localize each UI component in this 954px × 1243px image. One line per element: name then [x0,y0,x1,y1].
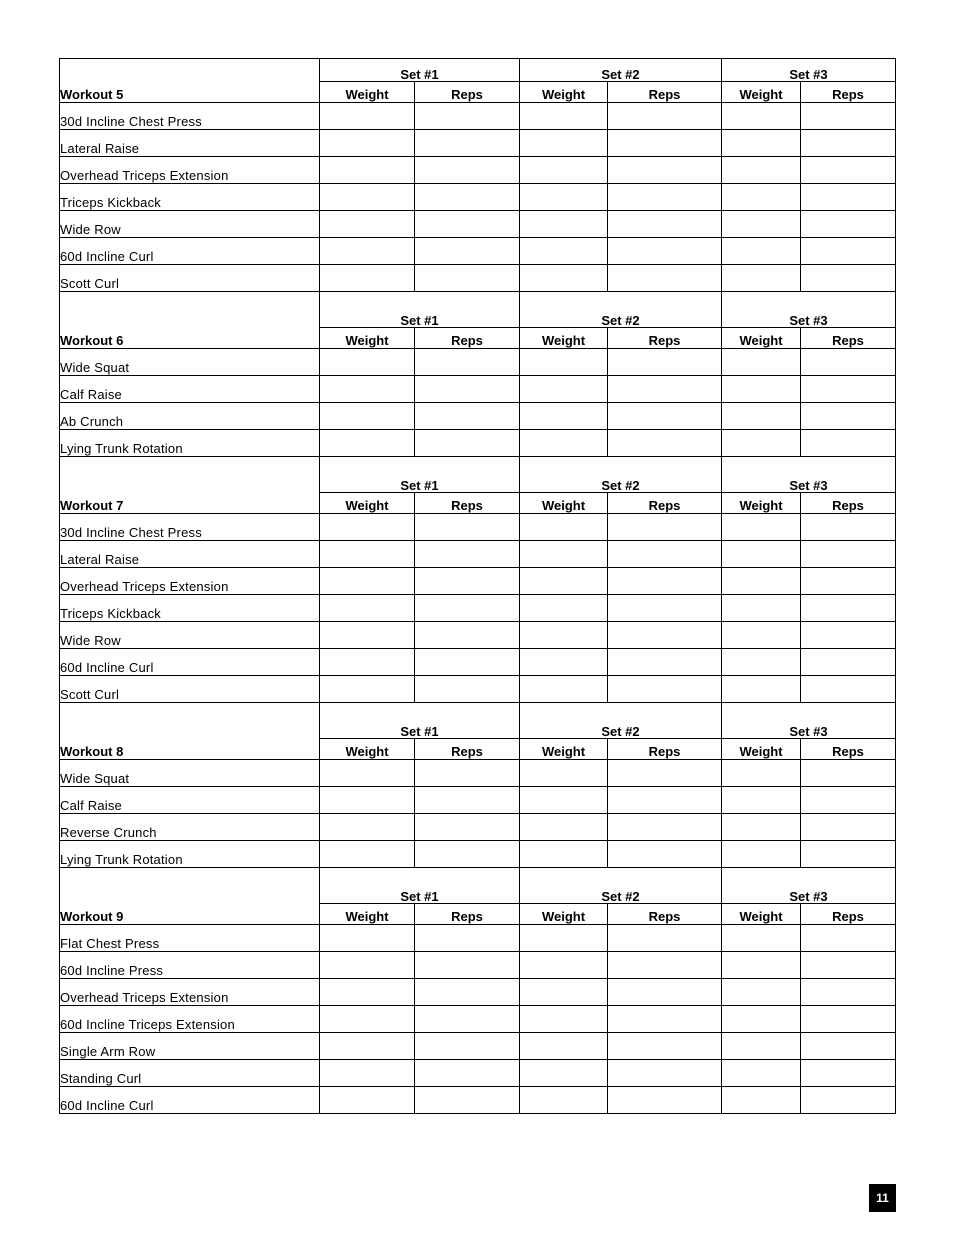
weight-entry-cell[interactable] [722,265,801,292]
reps-entry-cell[interactable] [415,1087,520,1114]
reps-entry-cell[interactable] [415,403,520,430]
exercise-name: Calf Raise [60,787,320,814]
reps-entry-cell[interactable] [415,568,520,595]
weight-column-header: Weight [320,493,415,514]
reps-entry-cell[interactable] [801,376,896,403]
reps-entry-cell[interactable] [608,211,722,238]
weight-column-header: Weight [320,904,415,925]
workout-log-sheet [59,58,895,1114]
exercise-row [60,814,896,841]
exercise-name: Overhead Triceps Extension [60,979,320,1006]
weight-entry-cell[interactable] [520,403,608,430]
reps-column-header: Reps [415,739,520,760]
weight-entry-cell[interactable] [320,211,415,238]
weight-entry-cell[interactable] [320,1060,415,1087]
workout-table [59,291,896,457]
reps-entry-cell[interactable] [608,595,722,622]
reps-entry-cell[interactable] [608,952,722,979]
exercise-name: Triceps Kickback [60,184,320,211]
weight-entry-cell[interactable] [722,814,801,841]
weight-column-header: Weight [320,82,415,103]
weight-entry-cell[interactable] [320,1087,415,1114]
weight-entry-cell[interactable] [722,514,801,541]
set-header: Set #3 [722,457,896,493]
exercise-name: Scott Curl [60,676,320,703]
weight-entry-cell[interactable] [320,814,415,841]
weight-entry-cell[interactable] [520,760,608,787]
reps-column-header: Reps [608,82,722,103]
reps-entry-cell[interactable] [415,1060,520,1087]
weight-entry-cell[interactable] [320,595,415,622]
exercise-row [60,1006,896,1033]
weight-entry-cell[interactable] [520,1087,608,1114]
exercise-name: Overhead Triceps Extension [60,568,320,595]
reps-entry-cell[interactable] [415,814,520,841]
reps-column-header: Reps [415,493,520,514]
reps-entry-cell[interactable] [801,130,896,157]
set-header: Set #1 [320,457,520,493]
reps-entry-cell[interactable] [801,814,896,841]
exercise-name: Calf Raise [60,376,320,403]
reps-entry-cell[interactable] [608,238,722,265]
exercise-name: Lateral Raise [60,541,320,568]
workout-table [59,867,896,1114]
exercise-name: 60d Incline Triceps Extension [60,1006,320,1033]
exercise-row [60,211,896,238]
reps-entry-cell[interactable] [415,787,520,814]
exercise-row [60,925,896,952]
exercise-row [60,184,896,211]
reps-entry-cell[interactable] [608,376,722,403]
reps-entry-cell[interactable] [801,514,896,541]
weight-entry-cell[interactable] [722,952,801,979]
exercise-name: Scott Curl [60,265,320,292]
reps-entry-cell[interactable] [415,184,520,211]
reps-entry-cell[interactable] [801,676,896,703]
weight-entry-cell[interactable] [320,184,415,211]
reps-entry-cell[interactable] [801,211,896,238]
reps-entry-cell[interactable] [801,979,896,1006]
reps-entry-cell[interactable] [801,541,896,568]
weight-entry-cell[interactable] [320,925,415,952]
exercise-name: 60d Incline Curl [60,238,320,265]
reps-entry-cell[interactable] [801,1033,896,1060]
reps-entry-cell[interactable] [608,1006,722,1033]
reps-entry-cell[interactable] [801,157,896,184]
reps-entry-cell[interactable] [801,622,896,649]
weight-entry-cell[interactable] [320,979,415,1006]
reps-entry-cell[interactable] [608,676,722,703]
reps-entry-cell[interactable] [608,184,722,211]
weight-entry-cell[interactable] [722,238,801,265]
exercise-name: Ab Crunch [60,403,320,430]
weight-column-header: Weight [722,328,801,349]
weight-entry-cell[interactable] [520,1006,608,1033]
reps-column-header: Reps [801,328,896,349]
set-header: Set #2 [520,868,722,904]
reps-entry-cell[interactable] [801,103,896,130]
weight-entry-cell[interactable] [722,1033,801,1060]
weight-column-header: Weight [320,328,415,349]
reps-entry-cell[interactable] [801,238,896,265]
reps-entry-cell[interactable] [415,925,520,952]
weight-entry-cell[interactable] [722,130,801,157]
weight-entry-cell[interactable] [320,541,415,568]
exercise-row [60,760,896,787]
reps-entry-cell[interactable] [801,952,896,979]
exercise-row [60,103,896,130]
weight-entry-cell[interactable] [520,157,608,184]
reps-column-header: Reps [415,82,520,103]
weight-entry-cell[interactable] [722,622,801,649]
workout-table [59,456,896,703]
weight-entry-cell[interactable] [520,595,608,622]
weight-entry-cell[interactable] [320,403,415,430]
weight-entry-cell[interactable] [520,649,608,676]
set-header: Set #2 [520,703,722,739]
set-header: Set #1 [320,59,520,82]
reps-column-header: Reps [801,82,896,103]
reps-entry-cell[interactable] [415,595,520,622]
exercise-name: 60d Incline Press [60,952,320,979]
reps-entry-cell[interactable] [801,595,896,622]
weight-entry-cell[interactable] [320,157,415,184]
weight-entry-cell[interactable] [320,103,415,130]
workout-table [59,58,896,292]
workout-title: Workout 8 [60,703,320,760]
weight-entry-cell[interactable] [520,1033,608,1060]
weight-entry-cell[interactable] [520,238,608,265]
exercise-name: 30d Incline Chest Press [60,514,320,541]
workout-title: Workout 5 [60,59,320,103]
reps-entry-cell[interactable] [415,349,520,376]
workout-table [59,702,896,868]
weight-entry-cell[interactable] [722,1060,801,1087]
workout-title: Workout 6 [60,292,320,349]
exercise-row [60,595,896,622]
weight-entry-cell[interactable] [520,130,608,157]
set-header: Set #2 [520,292,722,328]
weight-entry-cell[interactable] [520,676,608,703]
reps-entry-cell[interactable] [415,1006,520,1033]
exercise-name: Lying Trunk Rotation [60,841,320,868]
exercise-name: 60d Incline Curl [60,1087,320,1114]
weight-entry-cell[interactable] [520,787,608,814]
exercise-name: Flat Chest Press [60,925,320,952]
weight-entry-cell[interactable] [722,1087,801,1114]
reps-entry-cell[interactable] [608,430,722,457]
reps-entry-cell[interactable] [608,541,722,568]
reps-entry-cell[interactable] [608,1060,722,1087]
reps-entry-cell[interactable] [608,814,722,841]
set-header: Set #3 [722,59,896,82]
weight-entry-cell[interactable] [722,403,801,430]
weight-column-header: Weight [722,739,801,760]
reps-entry-cell[interactable] [415,622,520,649]
exercise-name: Lying Trunk Rotation [60,430,320,457]
set-header: Set #1 [320,868,520,904]
reps-column-header: Reps [415,904,520,925]
reps-entry-cell[interactable] [415,130,520,157]
weight-entry-cell[interactable] [520,841,608,868]
weight-entry-cell[interactable] [320,430,415,457]
reps-entry-cell[interactable] [608,265,722,292]
weight-entry-cell[interactable] [520,925,608,952]
reps-entry-cell[interactable] [608,514,722,541]
reps-entry-cell[interactable] [415,676,520,703]
weight-entry-cell[interactable] [722,760,801,787]
weight-entry-cell[interactable] [320,760,415,787]
weight-entry-cell[interactable] [320,376,415,403]
reps-entry-cell[interactable] [608,349,722,376]
weight-entry-cell[interactable] [520,979,608,1006]
reps-entry-cell[interactable] [608,841,722,868]
weight-column-header: Weight [722,904,801,925]
reps-entry-cell[interactable] [608,1033,722,1060]
exercise-row [60,349,896,376]
weight-entry-cell[interactable] [320,238,415,265]
reps-entry-cell[interactable] [415,979,520,1006]
reps-entry-cell[interactable] [608,979,722,1006]
reps-entry-cell[interactable] [608,787,722,814]
exercise-row [60,157,896,184]
exercise-row [60,649,896,676]
exercise-name: Reverse Crunch [60,814,320,841]
reps-column-header: Reps [801,493,896,514]
weight-entry-cell[interactable] [722,211,801,238]
weight-entry-cell[interactable] [520,814,608,841]
reps-column-header: Reps [608,904,722,925]
reps-entry-cell[interactable] [801,841,896,868]
exercise-name: Wide Squat [60,349,320,376]
weight-entry-cell[interactable] [520,622,608,649]
weight-entry-cell[interactable] [320,349,415,376]
reps-entry-cell[interactable] [608,1087,722,1114]
exercise-row [60,1060,896,1087]
workout-title: Workout 7 [60,457,320,514]
exercise-row [60,841,896,868]
exercise-row [60,541,896,568]
set-header: Set #2 [520,457,722,493]
reps-entry-cell[interactable] [608,403,722,430]
weight-column-header: Weight [520,904,608,925]
weight-entry-cell[interactable] [320,649,415,676]
exercise-row [60,787,896,814]
exercise-row [60,265,896,292]
weight-entry-cell[interactable] [320,787,415,814]
weight-entry-cell[interactable] [520,265,608,292]
reps-column-header: Reps [801,739,896,760]
weight-entry-cell[interactable] [320,514,415,541]
reps-entry-cell[interactable] [608,103,722,130]
reps-entry-cell[interactable] [801,925,896,952]
weight-entry-cell[interactable] [722,649,801,676]
weight-entry-cell[interactable] [722,925,801,952]
exercise-row [60,238,896,265]
set-header: Set #3 [722,292,896,328]
exercise-row [60,376,896,403]
reps-entry-cell[interactable] [801,1006,896,1033]
weight-column-header: Weight [722,493,801,514]
weight-entry-cell[interactable] [520,211,608,238]
exercise-row [60,568,896,595]
exercise-name: Single Arm Row [60,1033,320,1060]
reps-entry-cell[interactable] [415,1033,520,1060]
page-number: 11 [869,1184,896,1212]
weight-column-header: Weight [320,739,415,760]
exercise-row [60,676,896,703]
set-header: Set #1 [320,703,520,739]
reps-entry-cell[interactable] [801,787,896,814]
weight-column-header: Weight [520,82,608,103]
reps-entry-cell[interactable] [608,157,722,184]
weight-entry-cell[interactable] [722,841,801,868]
reps-column-header: Reps [608,328,722,349]
exercise-row [60,1087,896,1114]
weight-column-header: Weight [520,493,608,514]
weight-entry-cell[interactable] [722,349,801,376]
weight-entry-cell[interactable] [320,265,415,292]
reps-entry-cell[interactable] [415,211,520,238]
reps-entry-cell[interactable] [415,952,520,979]
weight-entry-cell[interactable] [520,952,608,979]
reps-entry-cell[interactable] [801,1087,896,1114]
weight-entry-cell[interactable] [320,1033,415,1060]
exercise-row [60,622,896,649]
reps-entry-cell[interactable] [415,265,520,292]
weight-entry-cell[interactable] [722,1006,801,1033]
weight-entry-cell[interactable] [320,841,415,868]
weight-entry-cell[interactable] [320,1006,415,1033]
reps-entry-cell[interactable] [608,622,722,649]
exercise-name: Lateral Raise [60,130,320,157]
reps-entry-cell[interactable] [415,376,520,403]
reps-entry-cell[interactable] [415,430,520,457]
exercise-name: Wide Row [60,622,320,649]
reps-entry-cell[interactable] [415,103,520,130]
weight-entry-cell[interactable] [520,349,608,376]
weight-entry-cell[interactable] [320,130,415,157]
weight-entry-cell[interactable] [320,676,415,703]
reps-entry-cell[interactable] [608,649,722,676]
weight-entry-cell[interactable] [520,514,608,541]
set-header: Set #3 [722,868,896,904]
weight-entry-cell[interactable] [520,541,608,568]
reps-entry-cell[interactable] [415,514,520,541]
weight-entry-cell[interactable] [722,676,801,703]
exercise-name: Wide Squat [60,760,320,787]
exercise-row [60,979,896,1006]
exercise-row [60,130,896,157]
weight-entry-cell[interactable] [520,184,608,211]
reps-entry-cell[interactable] [801,760,896,787]
weight-entry-cell[interactable] [520,376,608,403]
reps-entry-cell[interactable] [801,184,896,211]
reps-entry-cell[interactable] [415,841,520,868]
reps-entry-cell[interactable] [801,649,896,676]
reps-entry-cell[interactable] [415,649,520,676]
weight-entry-cell[interactable] [722,595,801,622]
set-header: Set #3 [722,703,896,739]
reps-entry-cell[interactable] [415,238,520,265]
weight-column-header: Weight [722,82,801,103]
weight-entry-cell[interactable] [320,622,415,649]
weight-entry-cell[interactable] [722,103,801,130]
exercise-row [60,403,896,430]
reps-entry-cell[interactable] [801,568,896,595]
exercise-row [60,514,896,541]
reps-entry-cell[interactable] [801,265,896,292]
reps-column-header: Reps [608,493,722,514]
reps-column-header: Reps [415,328,520,349]
reps-entry-cell[interactable] [415,760,520,787]
reps-entry-cell[interactable] [608,568,722,595]
weight-column-header: Weight [520,328,608,349]
exercise-name: Overhead Triceps Extension [60,157,320,184]
exercise-row [60,952,896,979]
weight-entry-cell[interactable] [722,184,801,211]
reps-entry-cell[interactable] [801,430,896,457]
weight-entry-cell[interactable] [722,157,801,184]
weight-entry-cell[interactable] [320,952,415,979]
weight-entry-cell[interactable] [520,430,608,457]
weight-entry-cell[interactable] [722,979,801,1006]
weight-entry-cell[interactable] [520,1060,608,1087]
reps-entry-cell[interactable] [801,1060,896,1087]
exercise-name: Wide Row [60,211,320,238]
exercise-row [60,430,896,457]
weight-entry-cell[interactable] [722,541,801,568]
weight-entry-cell[interactable] [520,103,608,130]
weight-entry-cell[interactable] [722,787,801,814]
set-header: Set #2 [520,59,722,82]
weight-column-header: Weight [520,739,608,760]
reps-entry-cell[interactable] [608,760,722,787]
reps-entry-cell[interactable] [415,157,520,184]
exercise-name: 30d Incline Chest Press [60,103,320,130]
exercise-name: 60d Incline Curl [60,649,320,676]
exercise-row [60,1033,896,1060]
reps-entry-cell[interactable] [801,403,896,430]
exercise-name: Triceps Kickback [60,595,320,622]
weight-entry-cell[interactable] [320,568,415,595]
reps-column-header: Reps [801,904,896,925]
reps-entry-cell[interactable] [608,925,722,952]
exercise-name: Standing Curl [60,1060,320,1087]
weight-entry-cell[interactable] [520,568,608,595]
weight-entry-cell[interactable] [722,568,801,595]
reps-entry-cell[interactable] [608,130,722,157]
workout-title: Workout 9 [60,868,320,925]
weight-entry-cell[interactable] [722,430,801,457]
reps-entry-cell[interactable] [801,349,896,376]
set-header: Set #1 [320,292,520,328]
weight-entry-cell[interactable] [722,376,801,403]
reps-entry-cell[interactable] [415,541,520,568]
reps-column-header: Reps [608,739,722,760]
